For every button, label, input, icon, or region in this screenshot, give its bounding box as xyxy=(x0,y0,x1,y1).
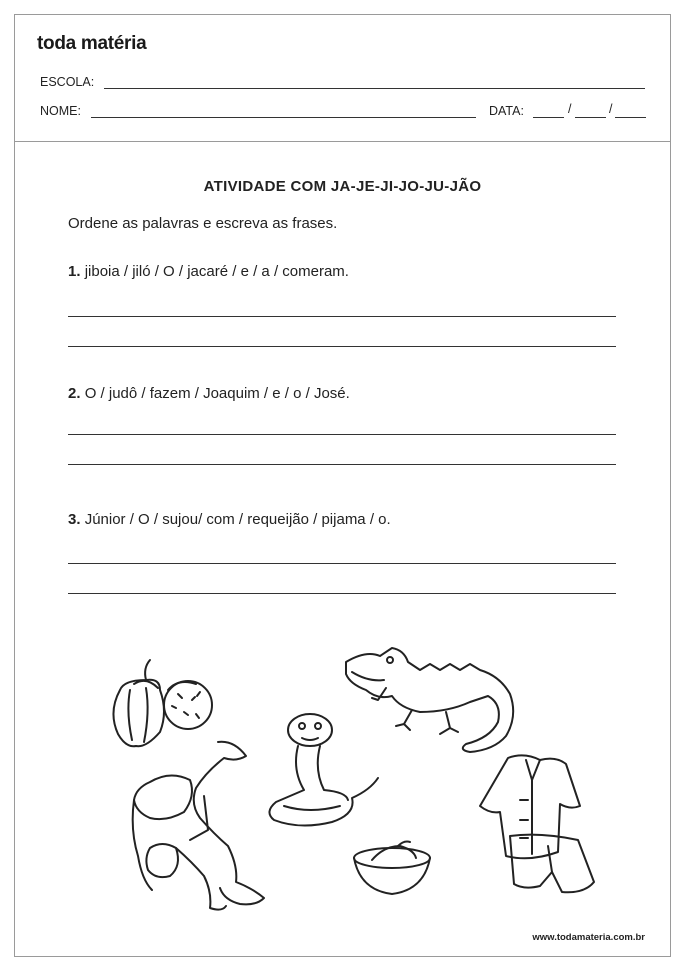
question-number: 2. xyxy=(68,385,81,402)
judo-icon xyxy=(133,742,264,910)
snake-icon xyxy=(269,714,378,826)
question-number: 3. xyxy=(68,511,81,528)
footer-url[interactable]: www.todamateria.com.br xyxy=(532,932,645,943)
date-separator: / xyxy=(609,102,613,116)
question-text: O / judô / fazem / Joaquim / e / o / José. xyxy=(84,385,350,402)
pajama-icon xyxy=(480,755,594,892)
cream-bowl-icon xyxy=(354,842,430,895)
question-text: Júnior / O / sujou/ com / requeijão / pijama / o. xyxy=(84,511,391,528)
jilo-icon xyxy=(164,681,212,729)
question-text: jiboia / jiló / O / jacaré / e / a / comeram. xyxy=(84,263,349,280)
name-label: NOME: xyxy=(40,104,81,118)
brand-logo: toda matéria xyxy=(37,33,147,54)
school-label: ESCOLA: xyxy=(40,75,95,89)
eggplant-icon xyxy=(113,660,164,746)
date-label: DATA: xyxy=(489,104,524,118)
worksheet-title: ATIVIDADE COM JA-JE-JI-JO-JU-JÃO xyxy=(203,178,482,195)
instruction-text: Ordene as palavras e escreva as frases. xyxy=(68,215,338,232)
question-number: 1. xyxy=(68,263,81,280)
alligator-icon xyxy=(346,648,513,752)
date-separator: / xyxy=(568,102,572,116)
